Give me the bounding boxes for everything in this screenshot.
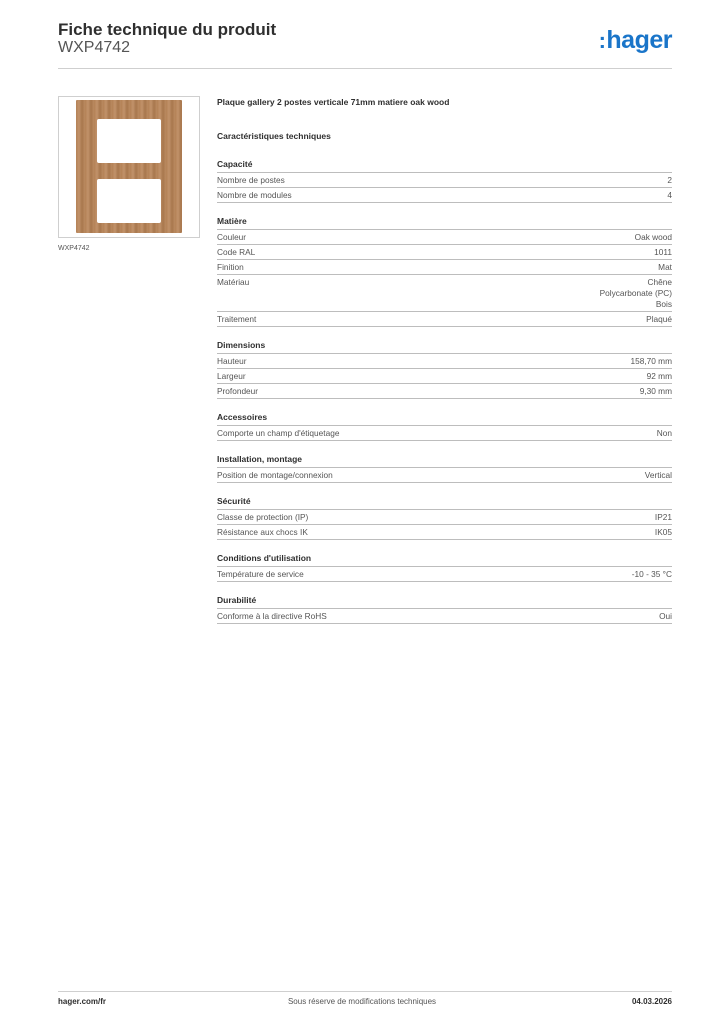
spec-value-line: -10 - 35 °C bbox=[631, 568, 672, 579]
spec-value-line: 1011 bbox=[654, 246, 672, 257]
image-caption: WXP4742 bbox=[58, 245, 90, 252]
spec-value bbox=[645, 470, 672, 481]
spec-value-line: IP21 bbox=[654, 511, 672, 522]
specifications bbox=[217, 96, 672, 624]
footer-website[interactable]: hager.com/fr bbox=[58, 997, 107, 1006]
product-reference: WXP4742 bbox=[58, 39, 131, 56]
spec-row bbox=[217, 173, 672, 188]
spec-row bbox=[217, 525, 672, 540]
spec-row bbox=[217, 426, 672, 441]
spec-value-line: Chêne bbox=[647, 276, 672, 287]
spec-section bbox=[217, 411, 672, 441]
spec-value bbox=[667, 190, 672, 201]
section-title: Durabilité bbox=[217, 594, 672, 609]
spec-value bbox=[659, 611, 672, 622]
section-title: Matière bbox=[217, 215, 672, 230]
plate-opening-bottom bbox=[97, 179, 161, 223]
spec-value bbox=[667, 175, 672, 186]
spec-value-line: 2 bbox=[667, 174, 672, 185]
spec-row bbox=[217, 354, 672, 369]
spec-value-line: 158,70 mm bbox=[630, 355, 672, 366]
spec-value-line: IK05 bbox=[654, 526, 672, 537]
spec-label: Largeur bbox=[217, 370, 246, 381]
product-image bbox=[58, 96, 200, 238]
spec-row bbox=[217, 567, 672, 582]
spec-value-line: Mat bbox=[658, 261, 672, 272]
spec-value bbox=[600, 277, 672, 310]
footer-date: 04.03.2026 bbox=[631, 997, 672, 1006]
spec-value-line: Bois bbox=[655, 298, 672, 309]
spec-label: Couleur bbox=[217, 231, 247, 242]
spec-value bbox=[655, 527, 672, 538]
section-title: Accessoires bbox=[217, 411, 672, 426]
logo-prefix: : bbox=[598, 28, 606, 53]
spec-section bbox=[217, 594, 672, 624]
spec-label: Comporte un champ d'étiquetage bbox=[217, 427, 340, 438]
spec-value bbox=[635, 232, 672, 243]
spec-value bbox=[654, 247, 672, 258]
spec-section bbox=[217, 453, 672, 483]
footer-notice: Sous réserve de modifications techniques bbox=[287, 997, 437, 1006]
document-title: Fiche technique du produit bbox=[58, 20, 277, 39]
spec-row bbox=[217, 369, 672, 384]
spec-row bbox=[217, 188, 672, 203]
spec-value bbox=[647, 371, 672, 382]
wood-plate-image bbox=[76, 100, 182, 233]
spec-value-line: Plaqué bbox=[646, 313, 672, 324]
product-name: Plaque gallery 2 postes verticale 71mm matiere oak wood bbox=[217, 97, 450, 107]
spec-row bbox=[217, 312, 672, 327]
spec-value-line: 92 mm bbox=[646, 370, 672, 381]
spec-value-line: 4 bbox=[667, 189, 672, 200]
spec-value-line: Oui bbox=[659, 610, 672, 621]
spec-value bbox=[646, 314, 672, 325]
logo-text: hager bbox=[606, 26, 672, 54]
spec-label: Traitement bbox=[217, 313, 257, 324]
spec-label: Matériau bbox=[217, 276, 250, 287]
spec-value-line: Polycarbonate (PC) bbox=[599, 287, 672, 298]
spec-label: Code RAL bbox=[217, 246, 256, 257]
footer-divider bbox=[58, 991, 672, 992]
spec-label: Résistance aux chocs IK bbox=[217, 526, 308, 537]
section-title: Capacité bbox=[217, 158, 672, 173]
spec-label: Position de montage/connexion bbox=[217, 469, 333, 480]
spec-value bbox=[632, 569, 672, 580]
spec-label: Hauteur bbox=[217, 355, 247, 366]
spec-value bbox=[657, 428, 672, 439]
spec-value bbox=[630, 356, 672, 367]
spec-row bbox=[217, 384, 672, 399]
spec-label: Conforme à la directive RoHS bbox=[217, 610, 327, 621]
section-title: Sécurité bbox=[217, 495, 672, 510]
spec-value bbox=[655, 512, 672, 523]
spec-label: Profondeur bbox=[217, 385, 259, 396]
spec-value-line: Vertical bbox=[644, 469, 672, 480]
spec-row bbox=[217, 510, 672, 525]
spec-section bbox=[217, 339, 672, 399]
spec-label: Finition bbox=[217, 261, 244, 272]
spec-row bbox=[217, 275, 672, 312]
spec-label: Température de service bbox=[217, 568, 304, 579]
spec-row bbox=[217, 245, 672, 260]
spec-section bbox=[217, 552, 672, 582]
characteristics-title: Caractéristiques techniques bbox=[217, 131, 331, 141]
section-title: Conditions d'utilisation bbox=[217, 552, 672, 567]
spec-value-line: Non bbox=[656, 427, 672, 438]
spec-section bbox=[217, 215, 672, 327]
spec-row bbox=[217, 468, 672, 483]
spec-value-line: Oak wood bbox=[634, 231, 672, 242]
plate-opening-top bbox=[97, 119, 161, 163]
hager-logo bbox=[599, 26, 672, 55]
spec-label: Classe de protection (IP) bbox=[217, 511, 309, 522]
section-title: Installation, montage bbox=[217, 453, 672, 468]
spec-section bbox=[217, 158, 672, 203]
spec-value bbox=[658, 262, 672, 273]
spec-value bbox=[640, 386, 672, 397]
spec-row bbox=[217, 609, 672, 624]
spec-label: Nombre de postes bbox=[217, 174, 285, 185]
spec-row bbox=[217, 260, 672, 275]
spec-sections bbox=[217, 158, 672, 624]
header-divider bbox=[58, 68, 672, 69]
spec-section bbox=[217, 495, 672, 540]
spec-label: Nombre de modules bbox=[217, 189, 292, 200]
section-title: Dimensions bbox=[217, 339, 672, 354]
spec-row bbox=[217, 230, 672, 245]
spec-value-line: 9,30 mm bbox=[639, 385, 672, 396]
